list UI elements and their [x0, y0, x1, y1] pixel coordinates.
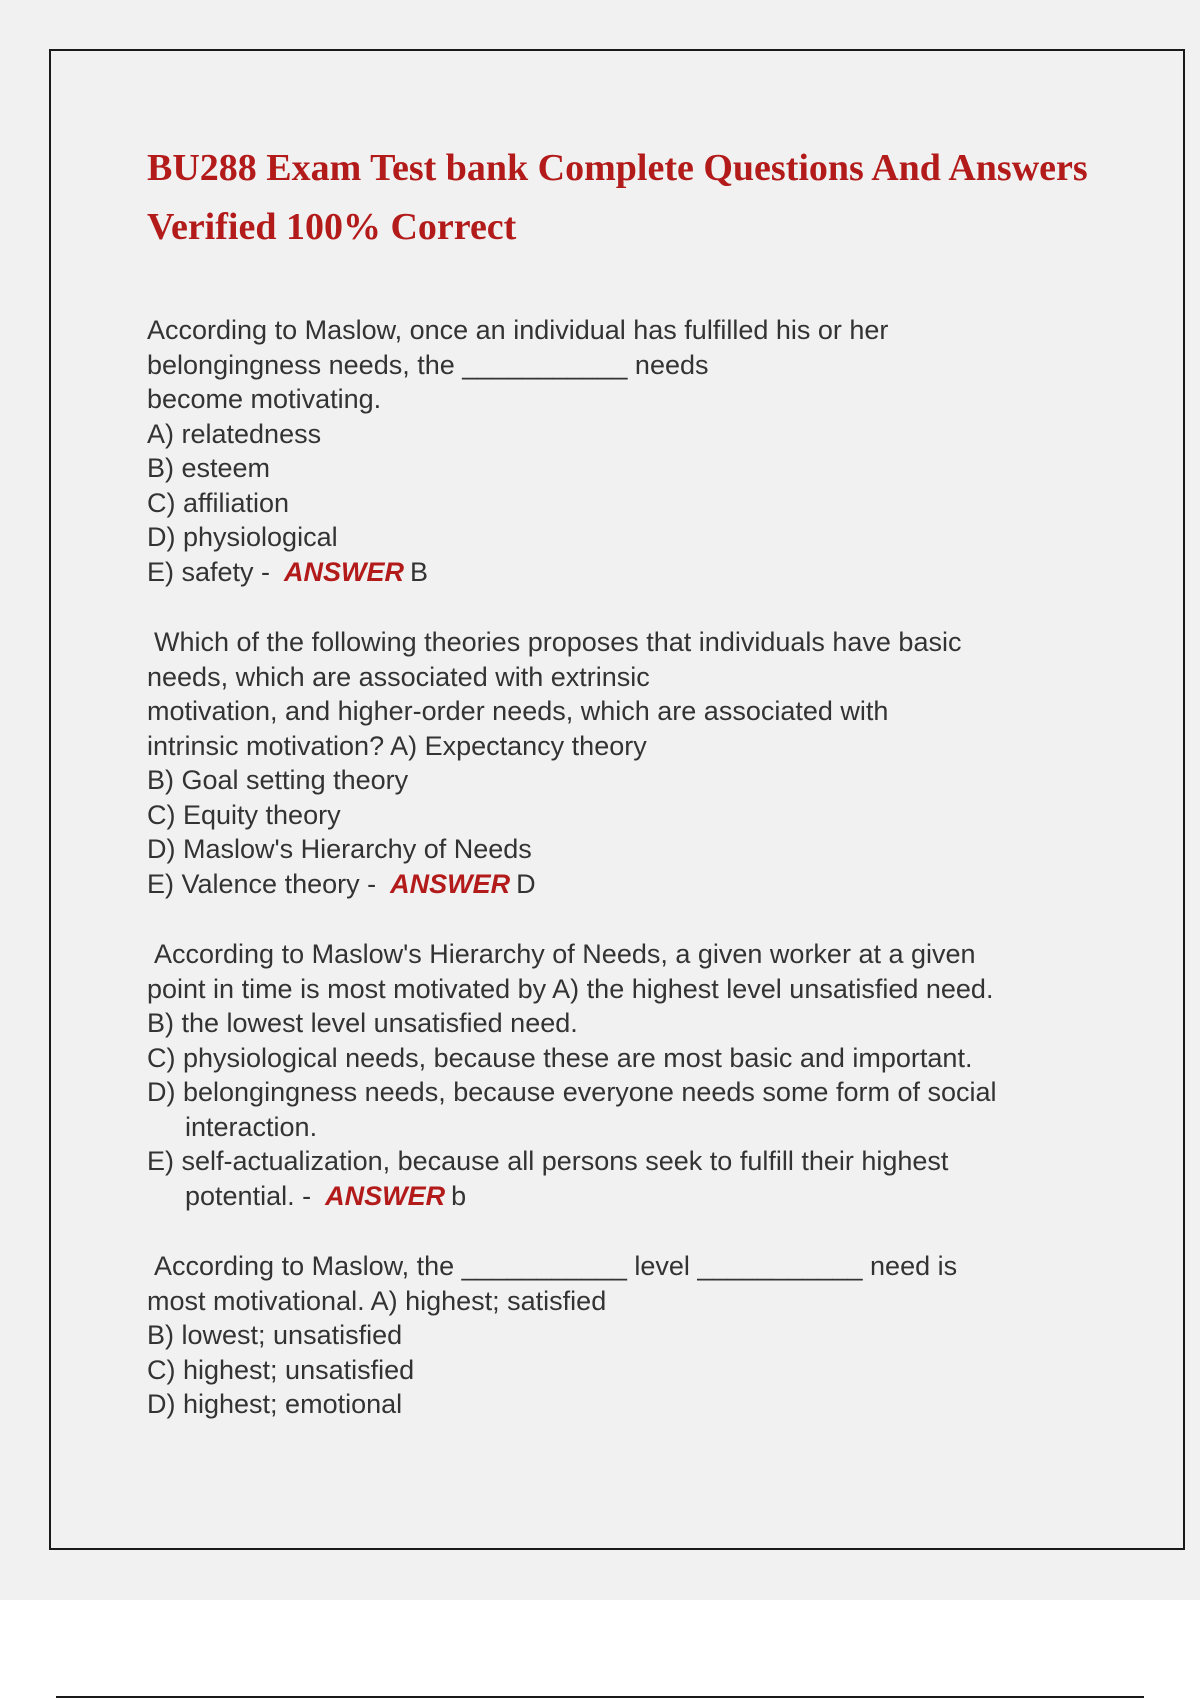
- option-b: B) esteem: [147, 453, 271, 483]
- page-divider: [56, 1696, 1144, 1698]
- question-text-line: Which of the following theories proposes that individuals have basic: [154, 627, 962, 657]
- question-3: [147, 937, 1107, 1213]
- option-b: B) lowest; unsatisfied: [147, 1320, 403, 1350]
- question-text-line: become motivating.: [147, 384, 382, 414]
- question-text-line: According to Maslow's Hierarchy of Needs, a given worker at a given: [154, 939, 976, 969]
- question-2: [147, 625, 1107, 901]
- option-e-continued: potential. -: [185, 1180, 312, 1211]
- option-d: D) physiological: [147, 522, 338, 552]
- question-1: [147, 313, 1107, 589]
- answer-label: ANSWER: [284, 556, 405, 587]
- option-d: D) Maslow's Hierarchy of Needs: [147, 834, 532, 864]
- option-c: C) highest; unsatisfied: [147, 1354, 415, 1385]
- option-c: C) physiological needs, because these are most basic and important.: [147, 1042, 973, 1073]
- answer-value: b: [451, 1180, 467, 1211]
- question-text-line: According to Maslow, once an individual has fulfilled his or her: [147, 315, 889, 345]
- option-d: D) belongingness needs, because everyone needs some form of social: [147, 1077, 997, 1107]
- option-c: C) Equity theory: [147, 799, 341, 830]
- answer-label: ANSWER: [325, 1180, 446, 1211]
- question-text-line: belongingness needs, the ___________ needs: [147, 349, 709, 380]
- next-page-preview: [0, 1600, 1200, 1700]
- answer-value: B: [410, 556, 429, 587]
- option-e-with-answer: [147, 867, 1107, 902]
- question-text-line: most motivational. A) highest; satisfied: [147, 1285, 607, 1316]
- question-list: [147, 313, 1107, 1458]
- document-title: BU288 Exam Test bank Complete Questions And Answers Verified 100% Correct: [147, 147, 1088, 248]
- option-d: D) highest; emotional: [147, 1389, 403, 1419]
- answer-value: D: [516, 868, 536, 899]
- question-text-line: needs, which are associated with extrinsic: [147, 661, 650, 692]
- question-text-line: According to Maslow, the ___________ level ___________ need is: [154, 1251, 958, 1281]
- option-b: B) the lowest level unsatisfied need.: [147, 1008, 578, 1038]
- question-text-line: intrinsic motivation? A) Expectancy theory: [147, 730, 647, 761]
- option-e-with-answer: [147, 555, 1107, 590]
- option-e-with-answer: [147, 1179, 1107, 1214]
- option-e: E) self-actualization, because all persons seek to fulfill their highest: [147, 1146, 949, 1176]
- option-e: E) Valence theory -: [147, 868, 377, 899]
- option-d-continued: interaction.: [185, 1111, 318, 1142]
- option-e: E) safety -: [147, 556, 271, 587]
- question-text-line: motivation, and higher-order needs, which are associated with: [147, 696, 889, 726]
- option-a: A) relatedness: [147, 418, 322, 449]
- option-b: B) Goal setting theory: [147, 765, 409, 795]
- question-text-line: point in time is most motivated by A) the highest level unsatisfied need.: [147, 973, 994, 1004]
- answer-label: ANSWER: [390, 868, 511, 899]
- question-4: [147, 1249, 1107, 1422]
- page-frame: [49, 49, 1185, 1550]
- option-c: C) affiliation: [147, 487, 290, 518]
